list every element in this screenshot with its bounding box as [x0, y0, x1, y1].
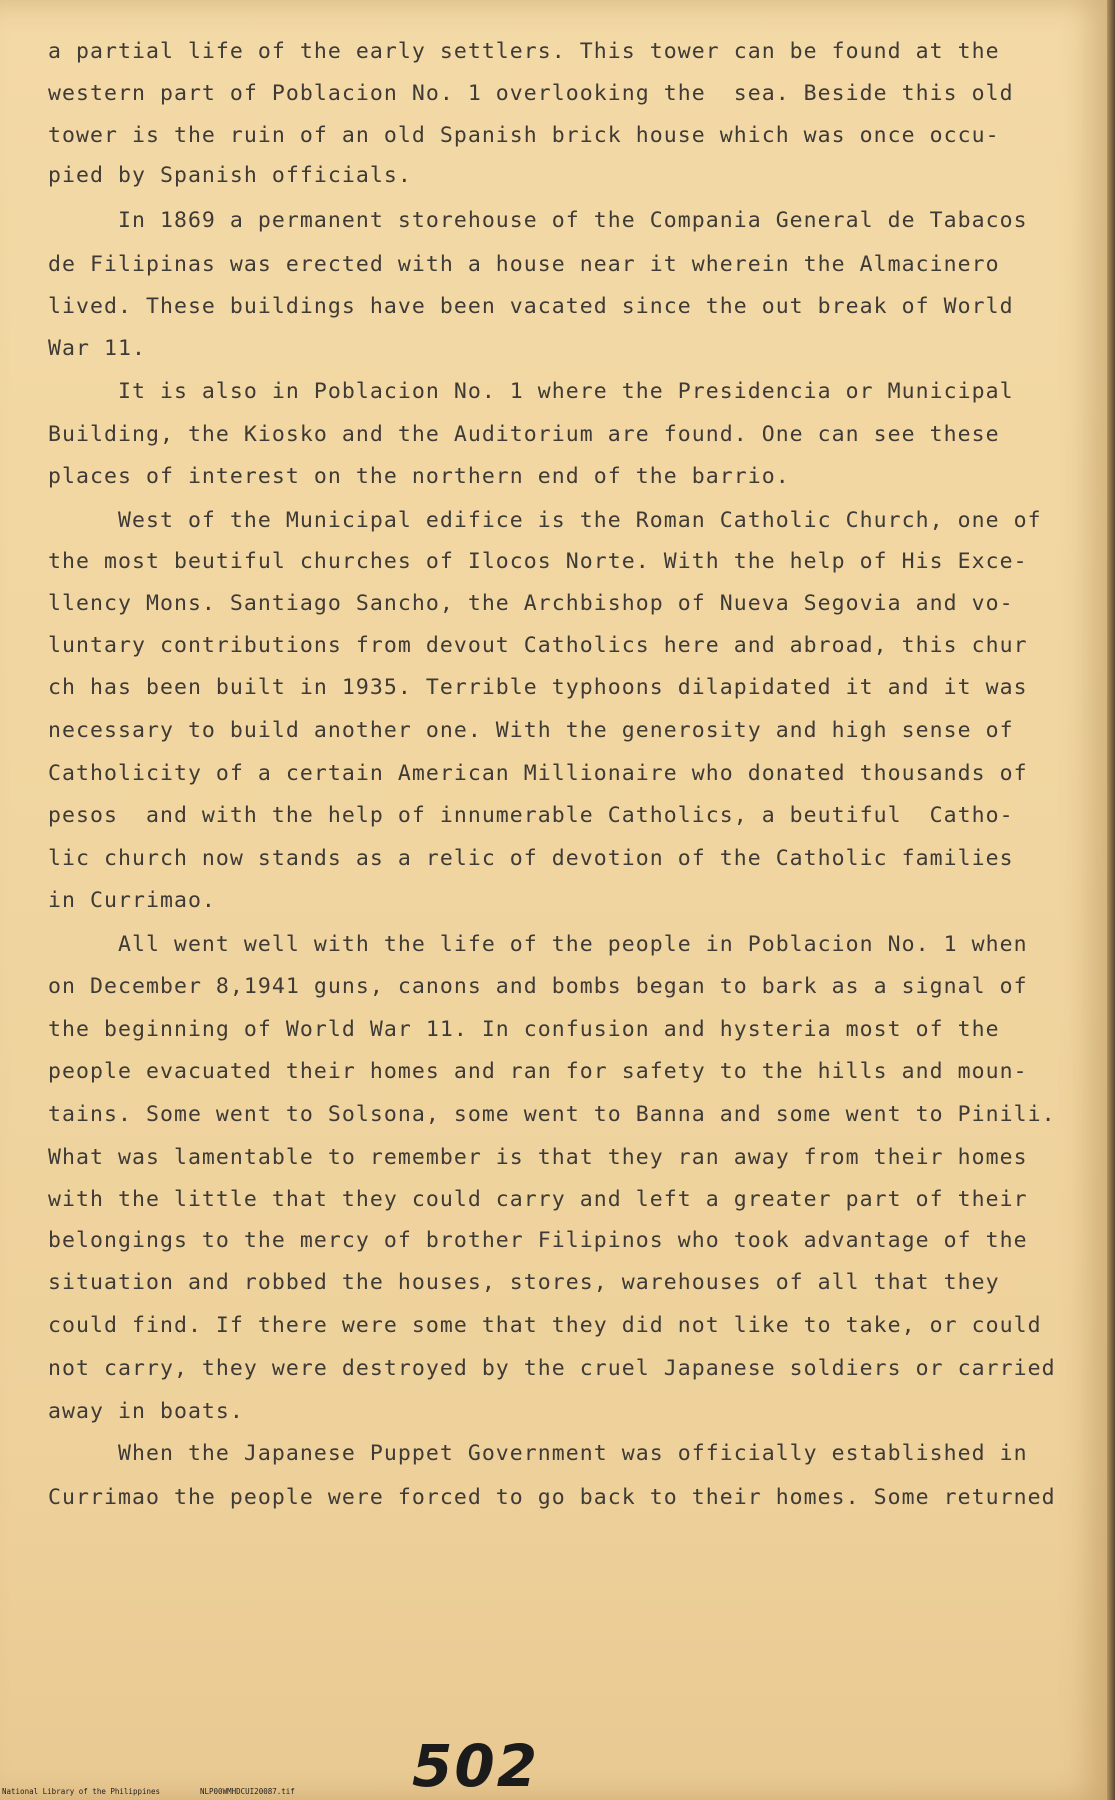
text-line: western part of Poblacion No. 1 overlooking the sea. Beside this old	[48, 81, 1014, 106]
text-line: All went well with the life of the people in Poblacion No. 1 when	[48, 932, 1028, 957]
text-line: Catholicity of a certain American Millionaire who donated thousands of	[48, 761, 1028, 786]
text-line: lic church now stands as a relic of devotion of the Catholic families	[48, 846, 1014, 871]
text-line: belongings to the mercy of brother Filipinos who took advantage of the	[48, 1228, 1028, 1253]
text-line: West of the Municipal edifice is the Roman Catholic Church, one of	[48, 508, 1042, 533]
text-line: In 1869 a permanent storehouse of the Compania General de Tabacos	[48, 208, 1028, 233]
text-line: pied by Spanish officials.	[48, 163, 412, 188]
text-line: necessary to build another one. With the generosity and high sense of	[48, 718, 1014, 743]
text-line: the beginning of World War 11. In confusion and hysteria most of the	[48, 1017, 1000, 1042]
text-line: pesos and with the help of innumerable Catholics, a beutiful Catho-	[48, 803, 1014, 828]
text-line: could find. If there were some that they did not like to take, or could	[48, 1313, 1042, 1338]
text-line: de Filipinas was erected with a house near it wherein the Almacinero	[48, 252, 1000, 277]
text-line: in Currimao.	[48, 888, 216, 913]
page-edge	[1107, 0, 1115, 1800]
text-line: situation and robbed the houses, stores, warehouses of all that they	[48, 1270, 1000, 1295]
text-line: people evacuated their homes and ran for safety to the hills and moun-	[48, 1059, 1028, 1084]
text-line: llency Mons. Santiago Sancho, the Archbishop of Nueva Segovia and vo-	[48, 591, 1014, 616]
text-line: the most beutiful churches of Ilocos Norte. With the help of His Exce-	[48, 549, 1028, 574]
text-line: It is also in Poblacion No. 1 where the Presidencia or Municipal	[48, 379, 1014, 404]
text-line: Currimao the people were forced to go back to their homes. Some returned	[48, 1485, 1056, 1510]
text-line: ch has been built in 1935. Terrible typhoons dilapidated it and it was	[48, 675, 1028, 700]
text-line: When the Japanese Puppet Government was officially established in	[48, 1441, 1028, 1466]
text-line: places of interest on the northern end of the barrio.	[48, 464, 790, 489]
text-line: What was lamentable to remember is that they ran away from their homes	[48, 1145, 1028, 1170]
text-line: War 11.	[48, 336, 146, 361]
text-line: Building, the Kiosko and the Auditorium are found. One can see these	[48, 422, 1000, 447]
footer-file-id: NLP00WMHDCUI20087.tif	[200, 1787, 295, 1796]
text-line: lived. These buildings have been vacated since the out break of World	[48, 294, 1014, 319]
text-line: tower is the ruin of an old Spanish brick house which was once occu-	[48, 123, 1000, 148]
text-line: a partial life of the early settlers. This tower can be found at the	[48, 39, 1000, 64]
text-line: not carry, they were destroyed by the cruel Japanese soldiers or carried	[48, 1356, 1056, 1381]
text-line: away in boats.	[48, 1399, 244, 1424]
text-line: tains. Some went to Solsona, some went to Banna and some went to Pinili.	[48, 1102, 1056, 1127]
text-line: luntary contributions from devout Catholics here and abroad, this chur	[48, 633, 1028, 658]
text-line: on December 8,1941 guns, canons and bombs began to bark as a signal of	[48, 974, 1028, 999]
text-line: with the little that they could carry and left a greater part of their	[48, 1187, 1028, 1212]
footer-library: National Library of the Philippines	[2, 1787, 161, 1796]
page-number: 502	[412, 1732, 540, 1800]
